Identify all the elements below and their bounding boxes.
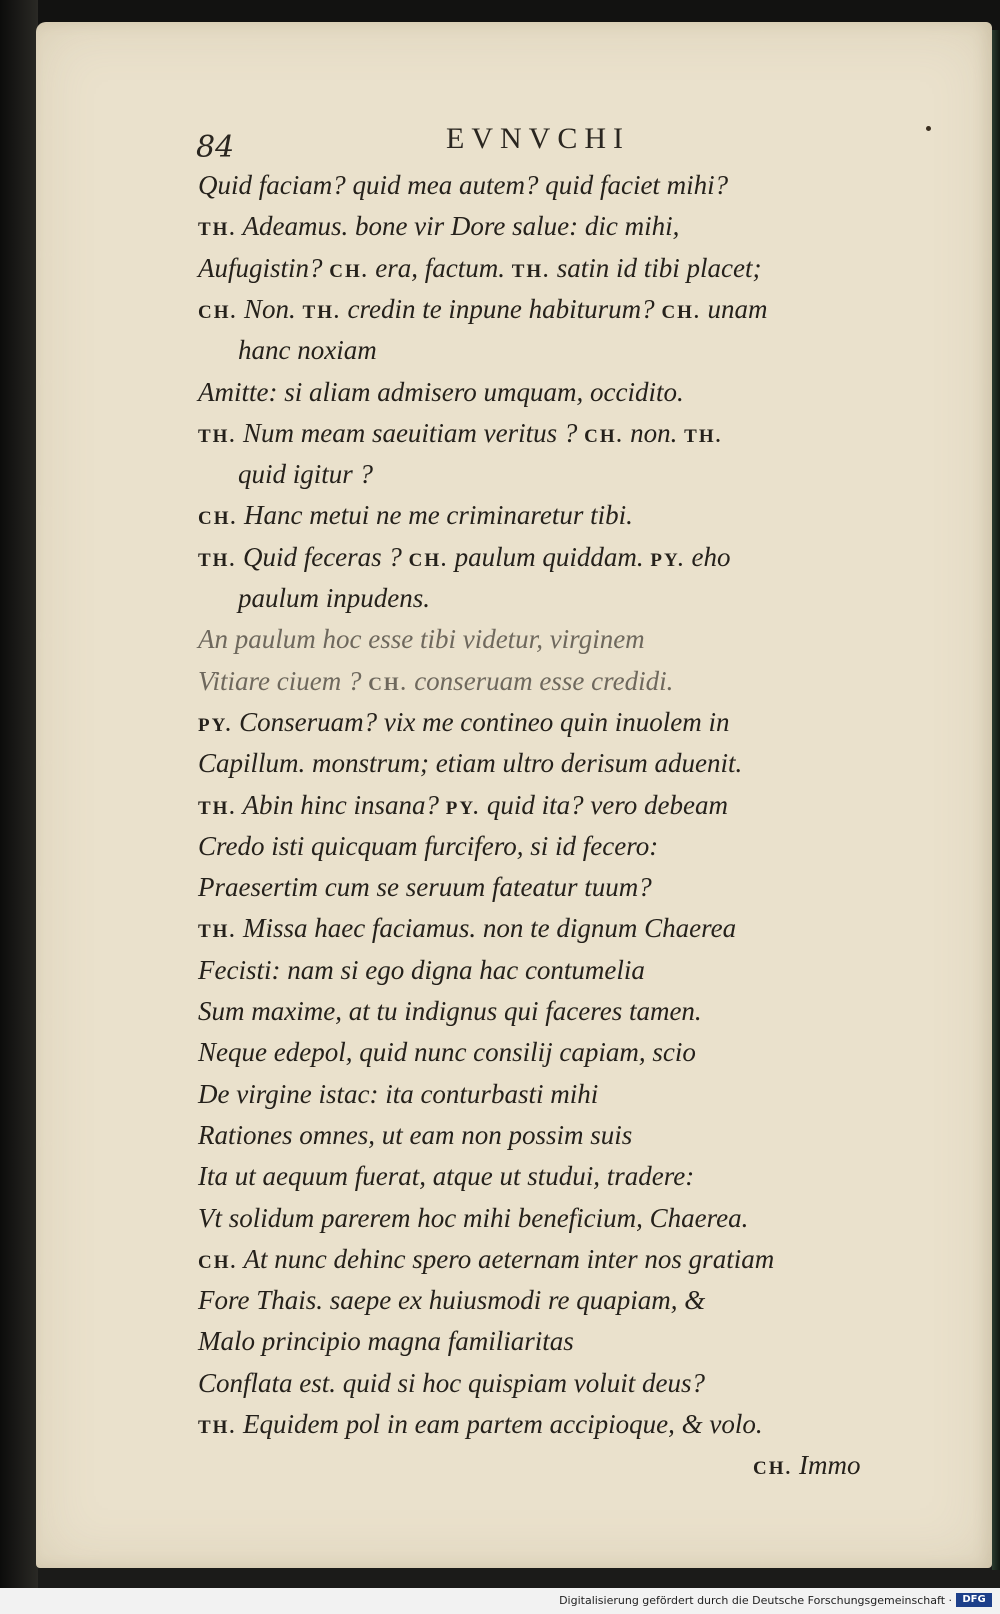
line-text: De virgine istac: ita conturbasti mihi [198, 1078, 599, 1109]
speaker-label: CH. [584, 425, 624, 447]
text-line [198, 536, 731, 578]
speaker-label: PY. [198, 714, 233, 736]
speaker-label: TH. [198, 425, 237, 447]
line-text: Conflata est. quid si hoc quispiam voluit deus? [198, 1367, 705, 1398]
speaker-label: CH. [198, 301, 238, 323]
speaker-label: CH. [753, 1458, 793, 1480]
text-line [238, 577, 430, 619]
text-line [238, 329, 377, 371]
text-line [198, 1197, 748, 1239]
line-text: quid igitur ? [238, 459, 374, 490]
speaker-label: TH. [198, 921, 237, 943]
line-text: conseruam esse credidi. [407, 665, 674, 696]
speaker-label: TH. [302, 301, 341, 323]
text-line [198, 247, 761, 289]
text-line [198, 825, 658, 867]
text-line [198, 412, 722, 454]
line-text: Num meam saeuitiam veritus ? [236, 417, 585, 448]
speaker-label: TH. [198, 1417, 237, 1438]
text-line [198, 1238, 774, 1280]
text-line [198, 1403, 763, 1445]
speaker-label: TH. [511, 260, 550, 282]
text-line [198, 1362, 705, 1404]
text-line [198, 164, 728, 206]
line-text: unam [700, 293, 768, 324]
text-line [198, 1114, 632, 1156]
line-text: quid ita? vero debeam [480, 789, 729, 820]
line-text: Rationes omnes, ut eam non possim suis [198, 1119, 633, 1150]
line-text: Capillum. monstrum; etiam ultro derisum aduenit. [198, 748, 743, 779]
line-text: Immo [792, 1450, 861, 1481]
text-line [198, 742, 742, 784]
line-text: Fecisti: nam si ego digna hac contumelia [198, 954, 645, 985]
text-line [198, 494, 633, 536]
line-text: Credo isti quicquam furcifero, si id fecero: [198, 830, 659, 861]
line-text: Neque edepol, quid nunc consilij capiam, scio [198, 1037, 696, 1068]
speaker-label: TH. [684, 425, 723, 447]
line-text: Missa haec faciamus. non te dignum Chaerea [236, 913, 737, 944]
page-number: 84 [196, 130, 235, 165]
text-line [198, 866, 652, 908]
text-line [198, 907, 736, 949]
line-text: Adeamus. bone vir Dore salue: dic mihi, [236, 211, 680, 242]
text-line [198, 1155, 694, 1197]
line-text: Malo principio magna familiaritas [198, 1326, 574, 1357]
line-text: Hanc metui ne me criminaretur tibi. [237, 500, 633, 531]
line-text: eho [684, 541, 731, 572]
text-line [238, 453, 373, 495]
line-text: Abin hinc insana? [236, 789, 446, 820]
running-head: EVNVCHI [446, 122, 630, 155]
line-text: Vitiare ciuem ? [198, 665, 369, 696]
speaker-label: TH. [198, 219, 237, 241]
line-text: An paulum hoc esse tibi videtur, virginem [198, 624, 645, 655]
text-line [198, 660, 673, 702]
text-line [198, 949, 645, 991]
speaker-label: CH. [661, 301, 701, 323]
text-line [198, 1279, 705, 1321]
line-text: paulum quiddam. [447, 541, 651, 572]
text-line [198, 1073, 598, 1115]
line-text: hanc noxiam [238, 335, 377, 366]
dfg-logo: DFG [956, 1593, 992, 1607]
speaker-label: CH. [368, 673, 408, 695]
text-line [198, 288, 767, 330]
line-text: Sum maxime, at tu indignus qui faceres tamen. [198, 996, 702, 1026]
text-line [198, 701, 730, 743]
speaker-label: CH. [408, 549, 448, 571]
line-text: Equidem pol in eam partem accipioque, & volo. [236, 1409, 763, 1439]
speaker-label: CH. [198, 508, 238, 530]
line-text: Quid faciam? quid mea autem? quid faciet mihi? [198, 170, 729, 200]
text-line [198, 990, 702, 1032]
speaker-label: TH. [198, 549, 237, 571]
line-text: satin id tibi placet; [549, 252, 762, 283]
line-text: Non. [237, 293, 303, 324]
line-text: Aufugistin? [198, 252, 330, 283]
speaker-label: TH. [198, 797, 237, 819]
text-line [198, 371, 684, 413]
line-text: paulum inpudens. [238, 583, 430, 613]
line-text: Amitte: si aliam admisero umquam, occidito. [198, 376, 684, 407]
line-text: At nunc dehinc spero aeternam inter nos gratiam [237, 1243, 775, 1274]
line-text: Conseruam? vix me contineo quin inuolem in [232, 706, 730, 737]
line-text: Vt solidum parerem hoc mihi beneficium, Chaerea. [198, 1202, 749, 1233]
text-line [198, 1031, 696, 1073]
text-line [753, 1444, 861, 1486]
line-text: Fore Thais. saepe ex huiusmodi re quapiam, & [198, 1285, 706, 1316]
text-line [198, 1320, 574, 1362]
text-line [198, 205, 679, 247]
text-line [198, 784, 728, 826]
line-text: Praesertim cum se seruum fateatur tuum? [198, 872, 652, 903]
line-text: credin te inpune habiturum? [340, 293, 662, 324]
speaker-label: CH. [198, 1251, 238, 1273]
line-text: non. [623, 417, 685, 448]
speaker-label: PY. [650, 549, 685, 571]
line-text: Quid feceras ? [236, 541, 409, 572]
line-text: era, factum. [368, 252, 512, 283]
text-line [198, 618, 645, 660]
speaker-label: PY. [445, 797, 481, 819]
line-text: Ita ut aequum fuerat, atque ut studui, tradere: [198, 1161, 695, 1192]
speaker-label: CH. [329, 260, 369, 282]
digitization-credit: Digitalisierung gefördert durch die Deutsche Forschungsgemeinschaft · [559, 1594, 952, 1607]
